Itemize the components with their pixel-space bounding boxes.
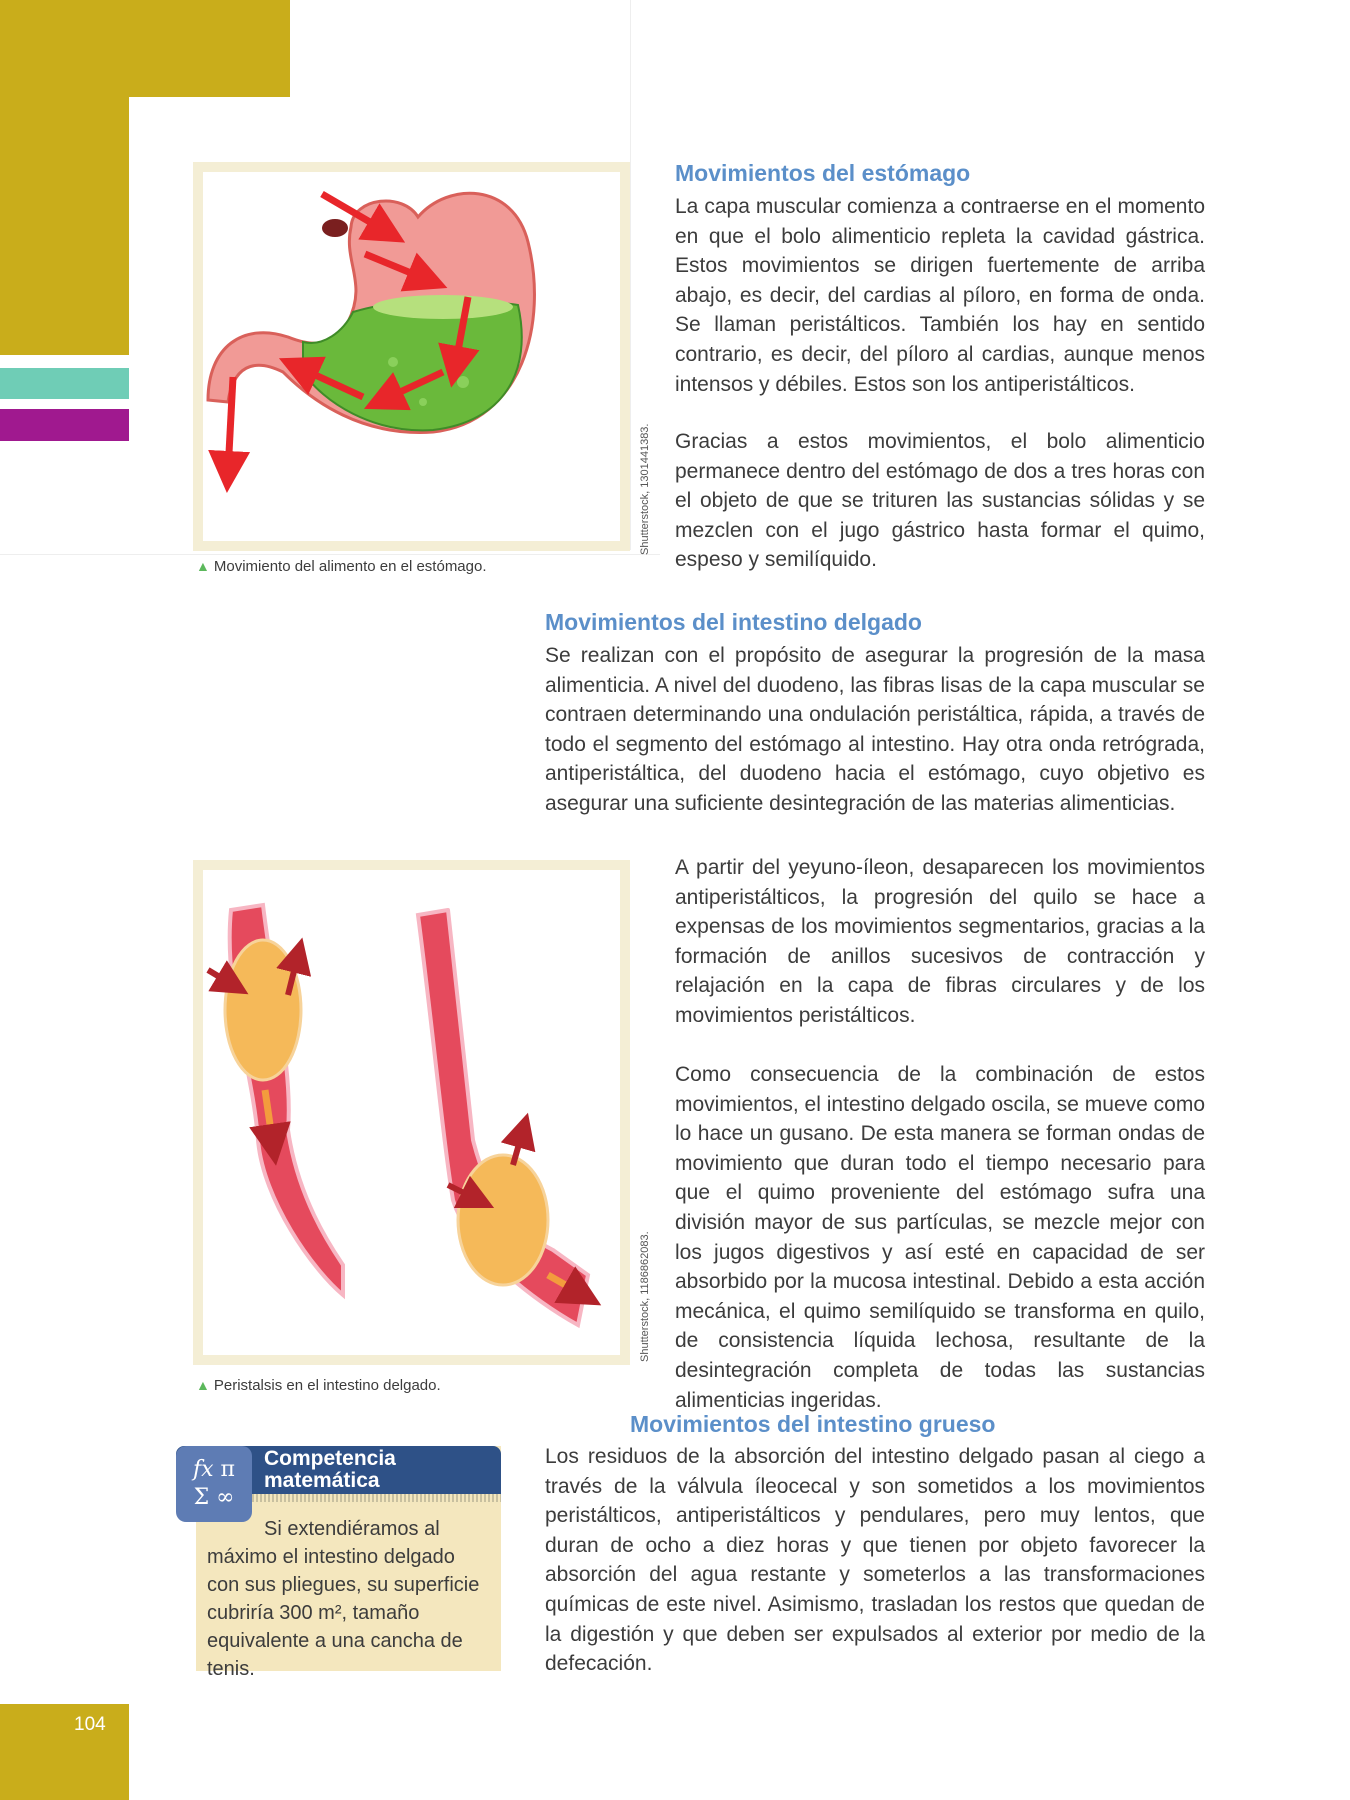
gold-bottom-band [0, 1704, 129, 1800]
heading-intestino-grueso: Movimientos del intestino grueso [630, 1411, 996, 1437]
paragraph-delgado-3: Como consecuencia de la combinación de estos movimientos, el intestino delgado oscila, se mueve como lo hace un gusano. De esta manera se forman ondas de movimiento que duran todo el tiempo necesario para que el quimo proveniente del estómago sufra una división mayor de sus partículas, se mezcle mejor con los jugos digestivos y así esté en capacidad de ser absorbido por la mucosa intestinal. Debido a esta acción mecánica, el quimo semilíquido se transforma en quilo, de consistencia líquida lechosa, resultante de la desintegración completa de todas las sustancias alimenticias ingeridas. [675, 1063, 1205, 1412]
teal-band [0, 368, 129, 399]
paragraph-estomago-1: La capa muscular comienza a contraerse en el momento en que el bolo alimenticio repleta la cavidad gástrica. Estos movimientos se dirigen fuertemente de arriba abajo, es decir, del cardias al píloro, en forma de onda. Se llaman peristálticos. También los hay en sentido contrario, es decir, del píloro al cardias, aunque menos intensos y débiles. Estos son los antiperistálticos. [675, 195, 1205, 396]
gold-top-band [0, 0, 290, 97]
stomach-figure [203, 172, 620, 541]
heading-intestino-delgado: Movimientos del intestino delgado [545, 609, 922, 635]
paragraph-estomago-2: Gracias a estos movimientos, el bolo alimenticio permanece dentro del estómago de dos a tres horas con el objeto de que se trituren las sustancias sólidas y se mezclen con el jugo gástrico hasta formar el quimo, espeso y semilíquido. [675, 430, 1205, 572]
intestine-credit: Shutterstock, 1186862083. [639, 1231, 651, 1362]
competencia-text: Si extendiéramos al máximo el intestino delgado con sus pliegues, su superficie cubriría 300 m², tamaño equivalente a una cancha de tenis. [207, 1518, 480, 1680]
competencia-title-line1: Competencia [264, 1447, 396, 1470]
paragraph-delgado-1: Se realizan con el propósito de asegurar la progresión de la masa alimenticia. A nivel del duodeno, las fibras lisas de la capa muscular se contraen determinando una ondulación peristáltica, rápida, a través de todo el segmento del estómago al intestino. Hay otra onda retrógrada, antiperistáltica, del duodeno hacia el estómago, cuyo objetivo es asegurar una suficiente desintegración de las materias alimenticias. [545, 644, 1205, 815]
figure-rule [0, 554, 660, 555]
caption-triangle-icon: ▲ [196, 558, 210, 574]
intestine-caption-text: Peristalsis en el intestino delgado. [213, 1377, 441, 1394]
competencia-stripe [252, 1494, 501, 1502]
intestine-figure [203, 870, 620, 1355]
intestine-illustration [203, 870, 620, 1355]
stomach-credit: Shutterstock, 1301441383. [639, 423, 651, 555]
math-icon-bottom: Σ ∞ [193, 1485, 235, 1510]
paragraph-grueso-1: Los residuos de la absorción del intestino delgado pasan al ciego a través de la válvula íleocecal y son sometidos a los movimientos peristálticos, antiperistálticos y pendulares, pero muy lentos, que duran de ocho a diez horas y que tienen por objeto favorecer la absorción del agua restante y someterlos a las transformaciones químicas de este nivel. Asimismo, trasladan los restos que quedan de la digestión y que deben ser expulsados al exterior por medio de la defecación. [545, 1445, 1205, 1676]
stomach-caption [196, 558, 487, 575]
caption-triangle-icon: ▲ [196, 1377, 210, 1393]
paragraph-delgado-2: A partir del yeyuno-íleon, desaparecen los movimientos antiperistálticos, la progresión del quilo se hace a expensas de los movimientos segmentarios, gracias a la formación de anillos sucesivos de contracción y relajación en la capa de fibras circulares y de los movimientos peristálticos. [675, 856, 1205, 1027]
heading-estomago: Movimientos del estómago [675, 160, 971, 186]
math-icon-top: 𝑓𝑥 π [192, 1457, 235, 1482]
math-icon [176, 1446, 252, 1522]
intestine-caption [196, 1377, 441, 1394]
stomach-caption-text: Movimiento del alimento en el estómago. [213, 558, 487, 575]
stomach-illustration [203, 172, 620, 541]
column-divider [630, 0, 631, 550]
page-number: 104 [74, 1714, 106, 1735]
competencia-title-line2: matemática [264, 1469, 380, 1492]
competencia-title [264, 1448, 494, 1492]
magenta-band [0, 409, 129, 441]
gold-side-band [0, 97, 129, 355]
